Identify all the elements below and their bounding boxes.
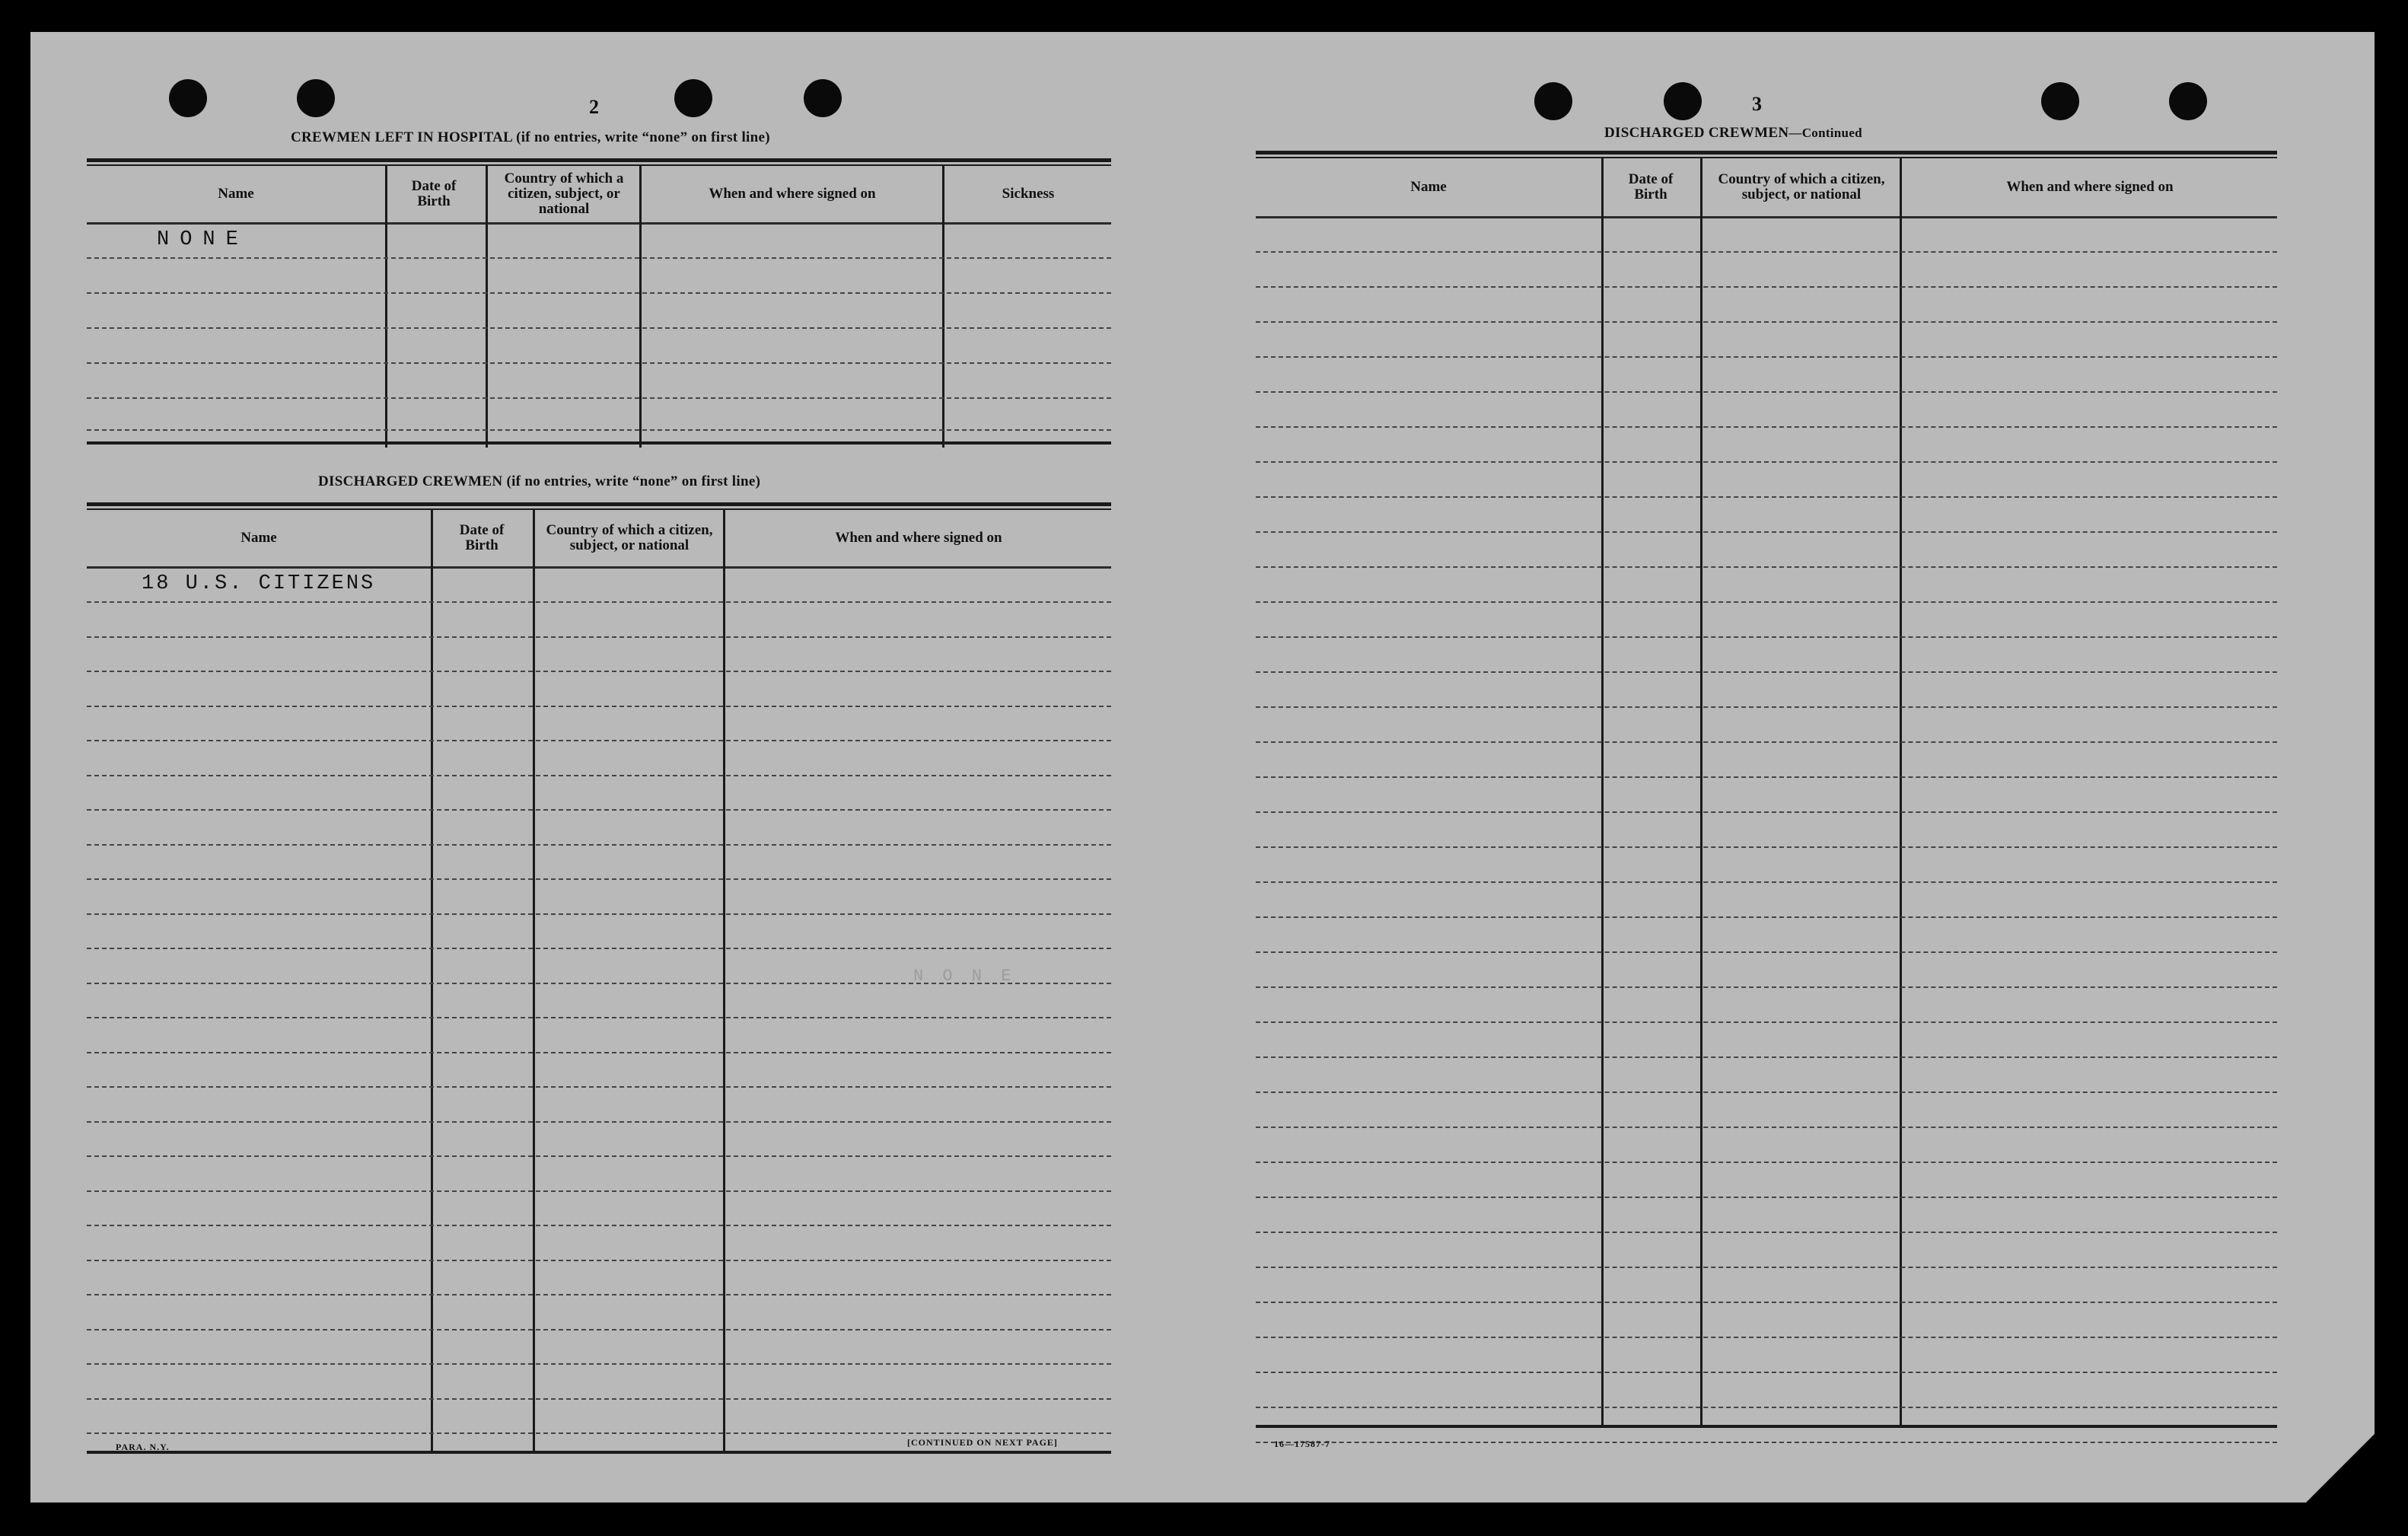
table-row: [1256, 356, 2277, 358]
table-row: [1256, 636, 2277, 638]
header-bottom-rule: [1256, 216, 2277, 218]
bleed-through-text: N O N E: [913, 967, 1016, 986]
hospital-title-text: CREWMEN LEFT IN HOSPITAL: [291, 129, 513, 145]
table-row: [1256, 251, 2277, 253]
table-row: [1256, 426, 2277, 428]
table-row: [1256, 391, 2277, 393]
table-row: [87, 1329, 1111, 1330]
table-row: [1256, 776, 2277, 778]
column-divider: [942, 166, 944, 448]
table-row: [87, 878, 1111, 880]
table-row: [1256, 846, 2277, 848]
table-row: [1256, 1162, 2277, 1163]
punch-hole: [2041, 82, 2079, 120]
table-row: [1256, 986, 2277, 988]
table-row: [87, 327, 1111, 329]
right-footer-form-number: 16—17587-7: [1274, 1439, 1330, 1449]
table-row: [1256, 1056, 2277, 1058]
discharged-title-text: DISCHARGED CREWMEN: [318, 473, 503, 489]
table-row: [87, 257, 1111, 259]
discharged-entry: 18 U.S. CITIZENS: [142, 572, 376, 595]
table-row: [87, 1155, 1111, 1157]
discharged-title-instruction: (if no entries, write “none” on first line): [506, 473, 761, 489]
punch-hole: [2169, 82, 2207, 120]
punch-hole: [1664, 82, 1702, 120]
discharged-section-title: [318, 473, 760, 490]
table-bottom-rule: [87, 441, 1111, 445]
table-row: [87, 1017, 1111, 1018]
table-row: [87, 601, 1111, 603]
column-header-country: Country of which a citizen, subject, or national: [546, 522, 713, 553]
table-row: [87, 1363, 1111, 1365]
header-bottom-rule: [87, 222, 1111, 225]
punch-hole: [297, 79, 335, 117]
table-row: [1256, 1267, 2277, 1268]
discharged-continued-text: DISCHARGED CREWMEN: [1604, 125, 1789, 141]
table-row: [87, 913, 1111, 915]
table-row: [1256, 741, 2277, 743]
column-header-date-of-birth: Date of Birth: [411, 178, 457, 209]
table-row: [1256, 706, 2277, 708]
column-divider: [1900, 158, 1902, 1425]
table-row: [1256, 1372, 2277, 1373]
table-row: [1256, 286, 2277, 288]
column-divider: [1601, 158, 1604, 1425]
punch-hole: [169, 79, 207, 117]
left-footer-continued: [CONTINUED ON NEXT PAGE]: [907, 1437, 1058, 1448]
table-row: [1256, 1021, 2277, 1023]
hospital-entry: NONE: [157, 228, 249, 251]
table-row: [1256, 601, 2277, 603]
left-page-number: 2: [589, 96, 599, 118]
table-row: [1256, 1232, 2277, 1233]
column-divider: [533, 510, 535, 1451]
table-row: [1256, 881, 2277, 883]
hospital-title-instruction: (if no entries, write “none” on first line): [516, 129, 770, 145]
table-row: [87, 1086, 1111, 1088]
table-row: [1256, 1302, 2277, 1303]
table-row: [1256, 811, 2277, 813]
table-bottom-rule: [1256, 1425, 2277, 1428]
column-header-date-of-birth: Date of Birth: [1628, 171, 1674, 202]
table-row: [1256, 951, 2277, 953]
table-row: [1256, 1197, 2277, 1198]
table-row: [87, 429, 1111, 431]
table-row: [87, 775, 1111, 776]
column-header-signed-on: When and where signed on: [2006, 179, 2174, 195]
column-header-name: Name: [1410, 179, 1447, 195]
column-divider: [1700, 158, 1702, 1425]
left-footer-printer: PARA. N.Y.: [116, 1442, 170, 1452]
table-row: [1256, 671, 2277, 673]
punch-hole: [1534, 82, 1572, 120]
hospital-section-title: [291, 129, 770, 146]
table-row: [1256, 566, 2277, 568]
table-row: [87, 1260, 1111, 1261]
header-bottom-rule: [87, 566, 1111, 569]
discharged-continued-table: [1256, 151, 2277, 1445]
table-row: [1256, 1442, 2277, 1443]
column-header-name: Name: [218, 186, 254, 202]
table-row: [87, 1294, 1111, 1295]
table-row: [87, 706, 1111, 707]
table-row: [87, 1398, 1111, 1400]
column-divider: [486, 166, 488, 448]
table-row: [87, 1190, 1111, 1192]
table-row: [1256, 496, 2277, 498]
column-header-country: Country of which a citizen, subject, or national: [504, 170, 624, 217]
right-page-number: 3: [1752, 93, 1762, 115]
discharged-continued-suffix: —Continued: [1788, 126, 1862, 140]
table-row: [87, 948, 1111, 949]
table-row: [87, 397, 1111, 399]
punch-hole: [674, 79, 712, 117]
table-row: [87, 671, 1111, 672]
column-header-signed-on: When and where signed on: [835, 530, 1002, 546]
hospital-table: [87, 158, 1111, 448]
column-divider: [639, 166, 642, 448]
column-header-country: Country of which a citizen, subject, or national: [1718, 171, 1885, 202]
table-row: [87, 1432, 1111, 1434]
column-header-signed-on: When and where signed on: [709, 186, 876, 202]
table-row: [87, 362, 1111, 364]
table-row: [87, 636, 1111, 638]
table-row: [87, 1052, 1111, 1053]
column-header-name: Name: [240, 530, 277, 546]
table-row: [1256, 916, 2277, 918]
column-header-sickness: Sickness: [1002, 186, 1055, 202]
table-row: [1256, 1337, 2277, 1338]
column-divider: [431, 510, 433, 1451]
table-row: [1256, 321, 2277, 323]
table-row: [87, 1225, 1111, 1226]
table-row: [87, 809, 1111, 811]
table-top-rule: [1256, 151, 2277, 155]
table-row: [1256, 1091, 2277, 1093]
table-row: [87, 1121, 1111, 1123]
punch-hole: [804, 79, 842, 117]
manifest-sheet: [30, 32, 2375, 1503]
page-curl: [2306, 1434, 2375, 1503]
table-row: [1256, 1407, 2277, 1408]
discharged-continued-title: [1604, 125, 1862, 142]
table-row: [87, 844, 1111, 846]
table-row: [1256, 531, 2277, 533]
column-divider: [723, 510, 725, 1451]
table-row: [1256, 461, 2277, 463]
table-top-rule: [87, 158, 1111, 162]
column-divider: [385, 166, 387, 448]
table-bottom-rule: [87, 1451, 1111, 1454]
table-row: [87, 740, 1111, 741]
table-row: [87, 292, 1111, 294]
table-top-rule: [87, 502, 1111, 506]
table-row: [1256, 1127, 2277, 1128]
column-header-date-of-birth: Date of Birth: [459, 522, 505, 553]
